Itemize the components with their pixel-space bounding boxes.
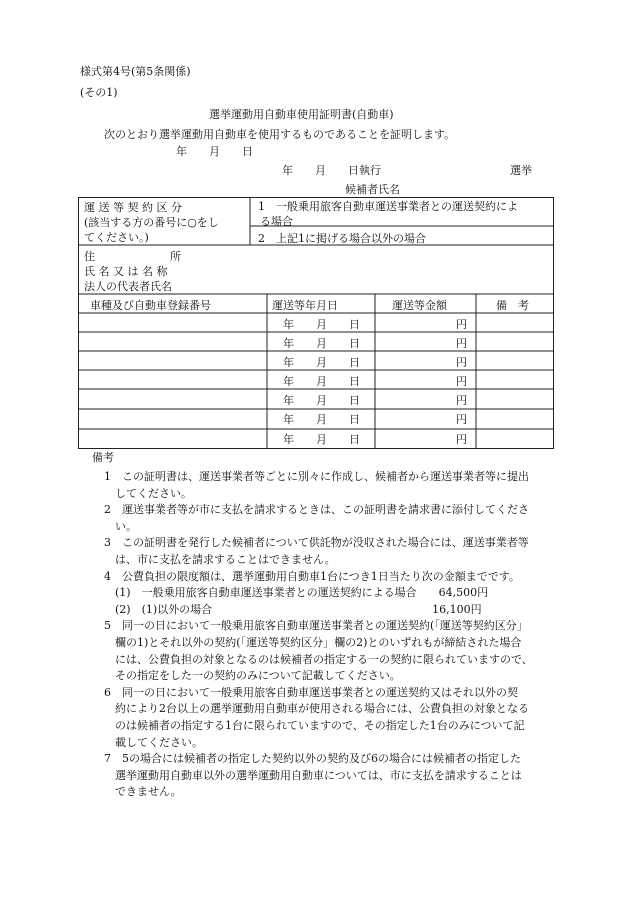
note-line: 約により2台以上の選挙運動用自動車が使用される場合には、公費負担の対象となる — [104, 702, 529, 716]
notes-heading: 備考 — [92, 451, 114, 464]
note-line: には、公費負担の対象となるのは候補者の指定する一の契約に限られていますので、 — [104, 652, 533, 666]
note-line: のは候補者の指定する1台に限られていますので、その指定した1台のみについて記 — [104, 719, 525, 732]
address-label-tail: 所 — [170, 250, 181, 263]
note-line: できません。 — [104, 785, 182, 799]
candidate-name-label: 候補者氏名 — [345, 183, 400, 196]
note-line: (2) (1)以外の場合 16,100円 — [104, 602, 482, 616]
row-date-5: 年 月 日 — [283, 394, 360, 407]
note-line: 3 この証明書を発行した候補者について供託物が没収された場合には、運送事業者等 — [104, 536, 529, 550]
header-vehicle: 車種及び自動車登録番号 — [90, 299, 211, 312]
note-line: い。 — [104, 519, 137, 533]
row-yen-4: 円 — [456, 375, 467, 388]
certification-statement: 次のとおり選挙運動用自動車を使用するものであることを証明します。 — [104, 128, 456, 141]
note-line: 欄の1)とそれ以外の契約(「運送等契約区分」欄の2)とのいずれもが締結された場合 — [104, 636, 522, 649]
note-line: 4 公費負担の限度額は、選挙運動用自動車1台につき1日当たり次の金額までです。 — [104, 569, 520, 583]
contract-type-label: 運 送 等 契 約 区 分 (該当する方の番号に○をし てください。) — [84, 201, 219, 244]
row-yen-2: 円 — [456, 337, 467, 350]
note-line: 6 同一の日において一般乗用旅客自動車運送事業者との運送契約又はそれ以外の契 — [104, 685, 518, 699]
row-yen-3: 円 — [456, 356, 467, 369]
election-date: 年 月 日執行 — [282, 164, 381, 177]
row-yen-6: 円 — [456, 413, 467, 426]
row-yen-7: 円 — [456, 433, 467, 446]
representative-label: 法人の代表者氏名 — [84, 280, 172, 293]
election-label: 選挙 — [510, 164, 532, 177]
header-remarks: 備 考 — [496, 299, 529, 312]
note-line: は、市に支払を請求することはできません。 — [104, 553, 336, 566]
row-yen-1: 円 — [456, 318, 467, 331]
name-label: 氏 名 又 は 名 称 — [84, 265, 168, 278]
note-line: 7 5の場合には候補者の指定した契約以外の契約及び6の場合には候補者の指定した — [104, 752, 521, 766]
note-line: その指定をした一の契約のみについて記載してください。 — [104, 669, 401, 683]
sub-number: (その1) — [80, 86, 118, 99]
note-line: 載してください。 — [104, 735, 203, 749]
note-line: 2 運送事業者等が市に支払を請求するときは、この証明書を請求書に添付してくださ — [104, 503, 529, 517]
contract-option-2[interactable]: 2 上記1に掲げる場合以外の場合 — [258, 232, 426, 245]
note-line: 1 この証明書は、運送事業者等ごとに別々に作成し、候補者から運送事業者等に提出 — [104, 470, 529, 483]
row-date-3: 年 月 日 — [283, 356, 360, 369]
header-amount: 運送等金額 — [392, 299, 447, 312]
form-number: 様式第4号(第5条関係) — [80, 65, 191, 78]
document-title: 選挙運動用自動車使用証明書(自動車) — [209, 108, 394, 121]
row-date-4: 年 月 日 — [283, 375, 360, 388]
row-date-1: 年 月 日 — [283, 318, 360, 331]
issue-date: 年 月 日 — [176, 145, 253, 158]
row-yen-5: 円 — [456, 394, 467, 407]
address-label: 住 — [84, 250, 95, 263]
row-date-7: 年 月 日 — [283, 433, 360, 446]
header-date: 運送等年月日 — [272, 299, 338, 312]
contract-option-1[interactable]: 1 一般乗用旅客自動車運送事業者との運送契約によ る場合 — [258, 200, 518, 228]
note-line: 5 同一の日において一般乗用旅客自動車運送事業者との運送契約(「運送等契約区分」 — [104, 619, 528, 633]
row-date-2: 年 月 日 — [283, 337, 360, 350]
row-date-6: 年 月 日 — [283, 413, 360, 426]
note-line: (1) 一般乗用旅客自動車運送事業者との運送契約による場合 64,500円 — [104, 586, 489, 600]
note-line: 選挙運動用自動車以外の選挙運動用自動車については、市に支払を請求することは — [104, 768, 522, 782]
note-line: してください。 — [104, 486, 192, 500]
